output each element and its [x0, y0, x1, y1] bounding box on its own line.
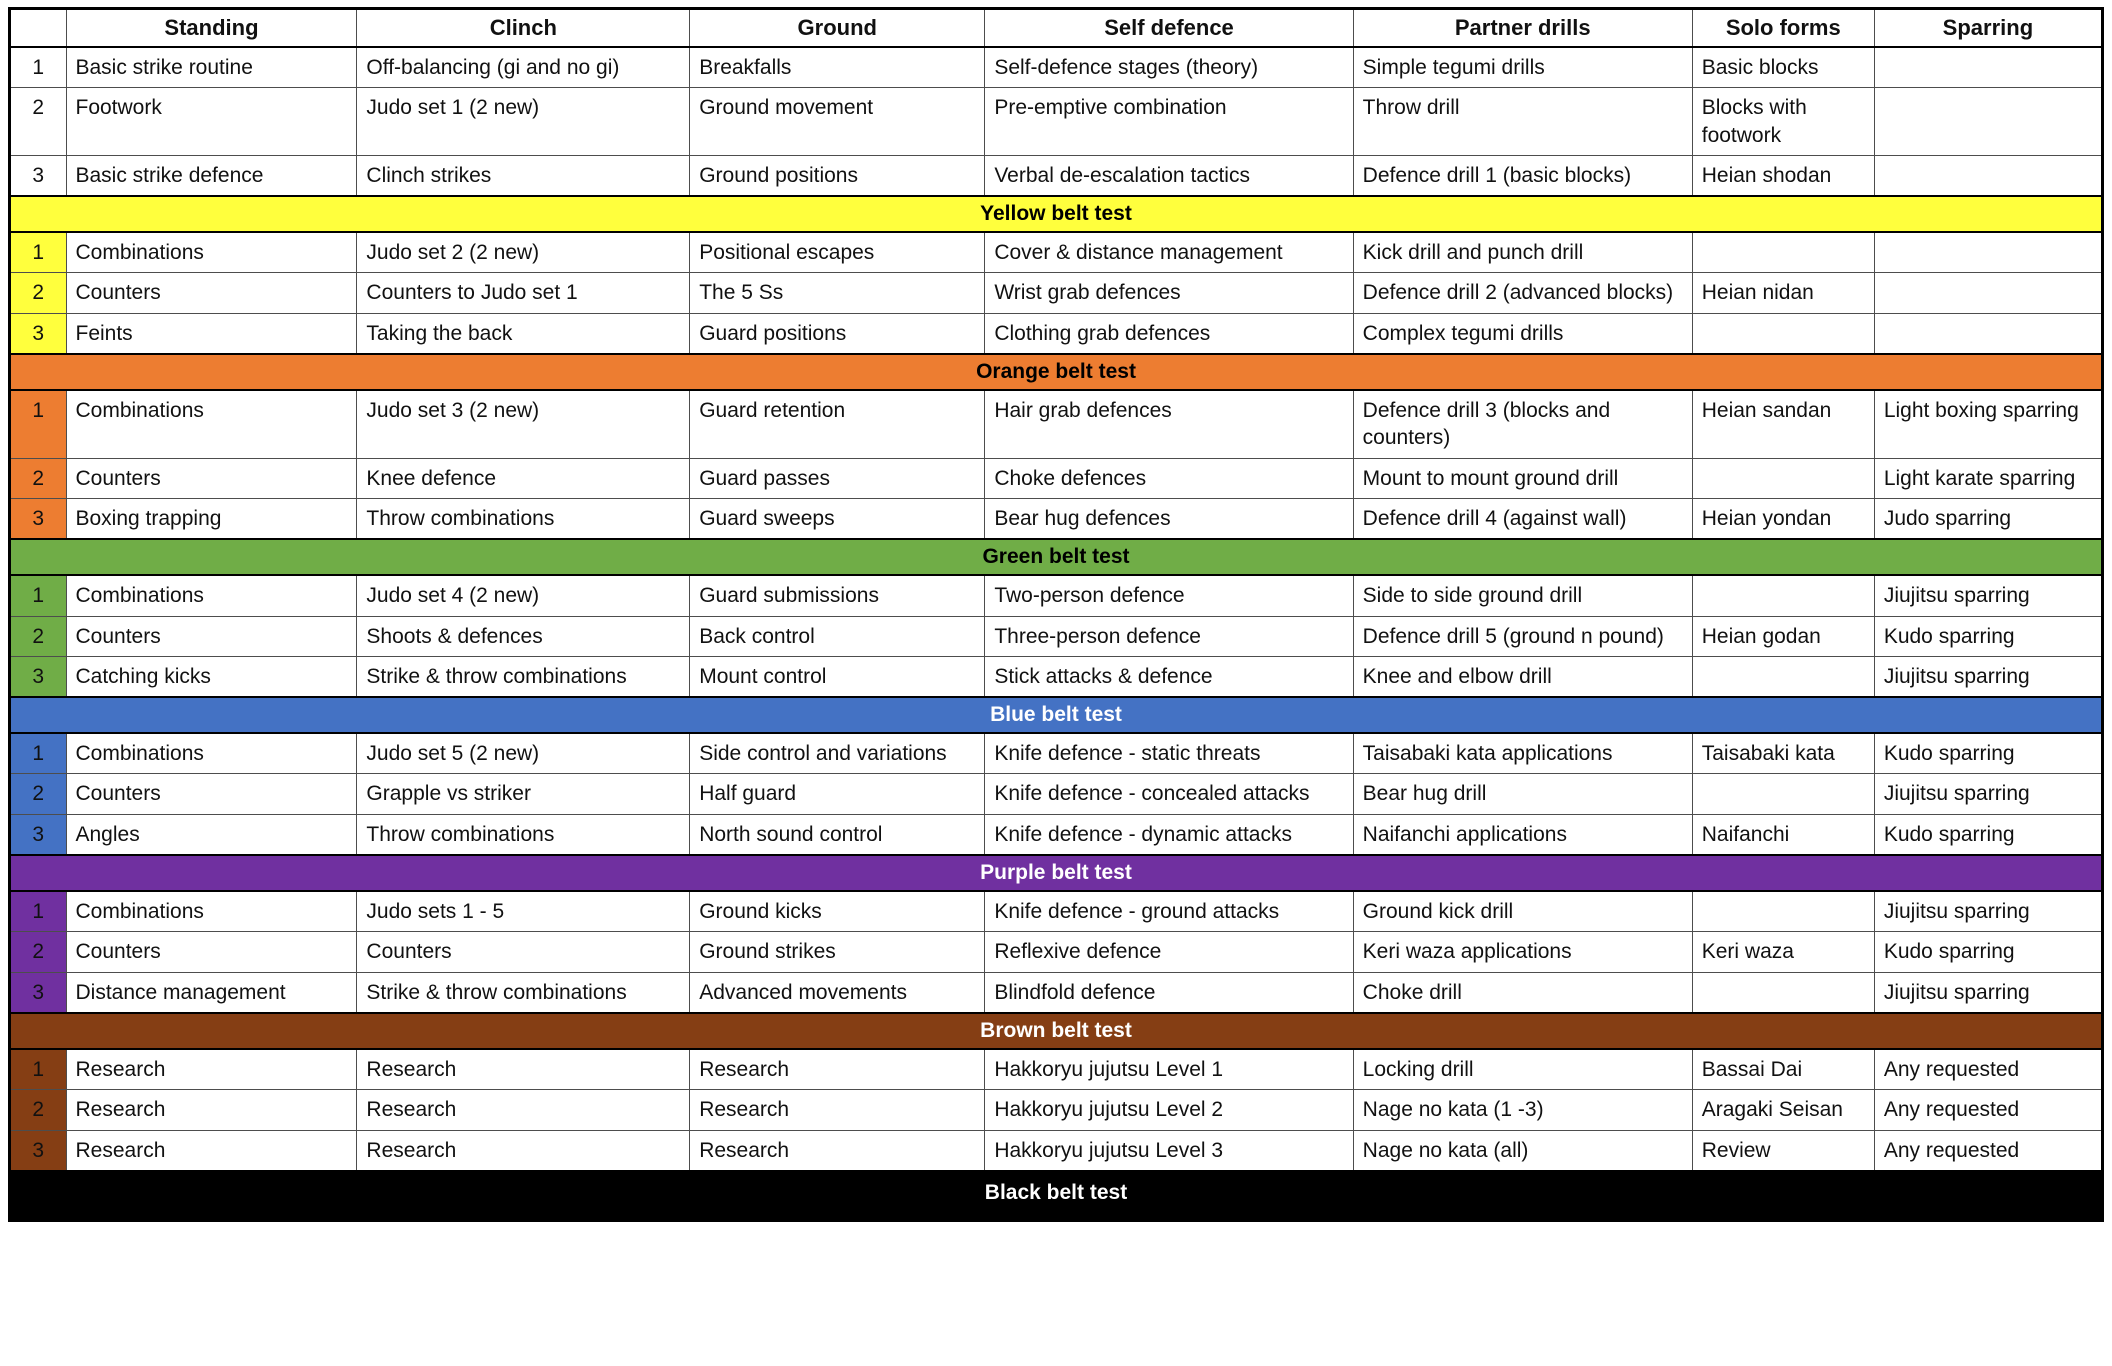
cell-green-2-col1: Counters — [66, 616, 357, 656]
cell-brown-3-col6: Review — [1692, 1130, 1874, 1171]
yellow-belt-banner: Yellow belt test — [10, 196, 2103, 232]
brown-belt-banner: Brown belt test — [10, 1013, 2103, 1049]
cell-blue-2-col7: Jiujitsu sparring — [1874, 774, 2102, 814]
brown-row-number: 2 — [10, 1090, 67, 1130]
cell-blue-3-col7: Kudo sparring — [1874, 814, 2102, 855]
cell-purple-1-col3: Ground kicks — [690, 891, 985, 932]
cell-white-1-col2: Off-balancing (gi and no gi) — [357, 47, 690, 88]
cell-white-1-col1: Basic strike routine — [66, 47, 357, 88]
cell-purple-1-col2: Judo sets 1 - 5 — [357, 891, 690, 932]
column-header-number — [10, 9, 67, 48]
cell-purple-2-col7: Kudo sparring — [1874, 932, 2102, 972]
cell-blue-2-col4: Knife defence - concealed attacks — [985, 774, 1353, 814]
black-belt-banner: Black belt test — [10, 1171, 2103, 1221]
cell-purple-1-col6 — [1692, 891, 1874, 932]
cell-brown-1-col2: Research — [357, 1049, 690, 1090]
cell-yellow-2-col2: Counters to Judo set 1 — [357, 273, 690, 313]
cell-yellow-3-col7 — [1874, 313, 2102, 354]
cell-green-1-col4: Two-person defence — [985, 575, 1353, 616]
column-header-ground: Ground — [690, 9, 985, 48]
cell-orange-2-col4: Choke defences — [985, 458, 1353, 498]
cell-blue-2-col2: Grapple vs striker — [357, 774, 690, 814]
column-header-partner-drills: Partner drills — [1353, 9, 1692, 48]
cell-yellow-1-col2: Judo set 2 (2 new) — [357, 232, 690, 273]
cell-orange-3-col6: Heian yondan — [1692, 498, 1874, 539]
cell-brown-2-col3: Research — [690, 1090, 985, 1130]
blue-row-1 — [10, 733, 2103, 774]
purple-row-2 — [10, 932, 2103, 972]
cell-white-2-col5: Throw drill — [1353, 88, 1692, 156]
yellow-row-number: 2 — [10, 273, 67, 313]
white-row-2 — [10, 88, 2103, 156]
cell-white-3-col4: Verbal de-escalation tactics — [985, 155, 1353, 196]
cell-blue-3-col1: Angles — [66, 814, 357, 855]
blue-row-2 — [10, 774, 2103, 814]
cell-green-2-col2: Shoots & defences — [357, 616, 690, 656]
yellow-row-2 — [10, 273, 2103, 313]
cell-white-3-col5: Defence drill 1 (basic blocks) — [1353, 155, 1692, 196]
orange-row-2 — [10, 458, 2103, 498]
cell-purple-3-col4: Blindfold defence — [985, 972, 1353, 1013]
cell-blue-1-col4: Knife defence - static threats — [985, 733, 1353, 774]
cell-white-2-col2: Judo set 1 (2 new) — [357, 88, 690, 156]
cell-yellow-1-col5: Kick drill and punch drill — [1353, 232, 1692, 273]
cell-yellow-1-col1: Combinations — [66, 232, 357, 273]
cell-brown-3-col3: Research — [690, 1130, 985, 1171]
cell-blue-3-col3: North sound control — [690, 814, 985, 855]
cell-yellow-1-col7 — [1874, 232, 2102, 273]
cell-yellow-2-col4: Wrist grab defences — [985, 273, 1353, 313]
cell-white-1-col7 — [1874, 47, 2102, 88]
cell-white-3-col6: Heian shodan — [1692, 155, 1874, 196]
cell-purple-2-col3: Ground strikes — [690, 932, 985, 972]
cell-blue-1-col1: Combinations — [66, 733, 357, 774]
blue-row-number: 1 — [10, 733, 67, 774]
cell-purple-3-col1: Distance management — [66, 972, 357, 1013]
purple-row-number: 1 — [10, 891, 67, 932]
cell-blue-2-col5: Bear hug drill — [1353, 774, 1692, 814]
column-header-sparring: Sparring — [1874, 9, 2102, 48]
cell-purple-3-col6 — [1692, 972, 1874, 1013]
cell-purple-3-col2: Strike & throw combinations — [357, 972, 690, 1013]
cell-purple-2-col4: Reflexive defence — [985, 932, 1353, 972]
purple-row-3 — [10, 972, 2103, 1013]
brown-belt-banner-row — [10, 1013, 2103, 1049]
cell-white-1-col5: Simple tegumi drills — [1353, 47, 1692, 88]
cell-orange-1-col7: Light boxing sparring — [1874, 390, 2102, 458]
cell-yellow-2-col7 — [1874, 273, 2102, 313]
cell-orange-1-col5: Defence drill 3 (blocks and counters) — [1353, 390, 1692, 458]
blue-row-3 — [10, 814, 2103, 855]
cell-blue-2-col3: Half guard — [690, 774, 985, 814]
cell-brown-3-col7: Any requested — [1874, 1130, 2102, 1171]
cell-white-3-col1: Basic strike defence — [66, 155, 357, 196]
orange-row-1 — [10, 390, 2103, 458]
cell-white-2-col7 — [1874, 88, 2102, 156]
cell-orange-2-col6 — [1692, 458, 1874, 498]
purple-row-number: 3 — [10, 972, 67, 1013]
cell-orange-3-col5: Defence drill 4 (against wall) — [1353, 498, 1692, 539]
orange-row-number: 2 — [10, 458, 67, 498]
blue-row-number: 2 — [10, 774, 67, 814]
brown-row-number: 3 — [10, 1130, 67, 1171]
cell-yellow-2-col1: Counters — [66, 273, 357, 313]
cell-blue-3-col6: Naifanchi — [1692, 814, 1874, 855]
cell-yellow-2-col6: Heian nidan — [1692, 273, 1874, 313]
cell-green-2-col3: Back control — [690, 616, 985, 656]
cell-purple-1-col5: Ground kick drill — [1353, 891, 1692, 932]
cell-white-2-col1: Footwork — [66, 88, 357, 156]
column-header-standing: Standing — [66, 9, 357, 48]
cell-blue-3-col5: Naifanchi applications — [1353, 814, 1692, 855]
cell-white-3-col7 — [1874, 155, 2102, 196]
brown-row-2 — [10, 1090, 2103, 1130]
cell-brown-1-col3: Research — [690, 1049, 985, 1090]
orange-row-3 — [10, 498, 2103, 539]
cell-orange-2-col2: Knee defence — [357, 458, 690, 498]
white-row-number: 3 — [10, 155, 67, 196]
cell-blue-3-col2: Throw combinations — [357, 814, 690, 855]
cell-brown-2-col2: Research — [357, 1090, 690, 1130]
cell-green-3-col2: Strike & throw combinations — [357, 656, 690, 697]
column-header-solo-forms: Solo forms — [1692, 9, 1874, 48]
cell-white-3-col2: Clinch strikes — [357, 155, 690, 196]
cell-green-1-col1: Combinations — [66, 575, 357, 616]
cell-orange-1-col2: Judo set 3 (2 new) — [357, 390, 690, 458]
brown-row-1 — [10, 1049, 2103, 1090]
cell-white-1-col6: Basic blocks — [1692, 47, 1874, 88]
green-row-number: 1 — [10, 575, 67, 616]
white-row-3 — [10, 155, 2103, 196]
cell-orange-2-col3: Guard passes — [690, 458, 985, 498]
cell-yellow-3-col1: Feints — [66, 313, 357, 354]
green-row-1 — [10, 575, 2103, 616]
cell-white-2-col3: Ground movement — [690, 88, 985, 156]
purple-row-number: 2 — [10, 932, 67, 972]
cell-orange-2-col7: Light karate sparring — [1874, 458, 2102, 498]
blue-belt-banner-row — [10, 697, 2103, 733]
cell-orange-2-col1: Counters — [66, 458, 357, 498]
cell-brown-3-col4: Hakkoryu jujutsu Level 3 — [985, 1130, 1353, 1171]
cell-purple-1-col7: Jiujitsu sparring — [1874, 891, 2102, 932]
cell-green-2-col6: Heian godan — [1692, 616, 1874, 656]
cell-orange-1-col1: Combinations — [66, 390, 357, 458]
yellow-row-number: 3 — [10, 313, 67, 354]
cell-purple-2-col6: Keri waza — [1692, 932, 1874, 972]
column-header-clinch: Clinch — [357, 9, 690, 48]
cell-purple-3-col5: Choke drill — [1353, 972, 1692, 1013]
cell-yellow-3-col2: Taking the back — [357, 313, 690, 354]
cell-blue-1-col6: Taisabaki kata — [1692, 733, 1874, 774]
cell-purple-2-col1: Counters — [66, 932, 357, 972]
cell-blue-3-col4: Knife defence - dynamic attacks — [985, 814, 1353, 855]
purple-belt-banner-row — [10, 855, 2103, 891]
cell-brown-1-col1: Research — [66, 1049, 357, 1090]
cell-green-3-col4: Stick attacks & defence — [985, 656, 1353, 697]
cell-orange-3-col3: Guard sweeps — [690, 498, 985, 539]
cell-green-1-col2: Judo set 4 (2 new) — [357, 575, 690, 616]
yellow-belt-banner-row — [10, 196, 2103, 232]
cell-white-2-col4: Pre-emptive combination — [985, 88, 1353, 156]
yellow-row-number: 1 — [10, 232, 67, 273]
cell-purple-1-col4: Knife defence - ground attacks — [985, 891, 1353, 932]
yellow-row-3 — [10, 313, 2103, 354]
green-belt-banner-row — [10, 539, 2103, 575]
table-header-row — [10, 9, 2103, 48]
green-row-number: 3 — [10, 656, 67, 697]
purple-belt-banner: Purple belt test — [10, 855, 2103, 891]
cell-yellow-3-col4: Clothing grab defences — [985, 313, 1353, 354]
cell-yellow-3-col5: Complex tegumi drills — [1353, 313, 1692, 354]
cell-orange-3-col4: Bear hug defences — [985, 498, 1353, 539]
orange-belt-banner-row — [10, 354, 2103, 390]
cell-brown-1-col7: Any requested — [1874, 1049, 2102, 1090]
cell-green-3-col3: Mount control — [690, 656, 985, 697]
cell-yellow-2-col5: Defence drill 2 (advanced blocks) — [1353, 273, 1692, 313]
cell-green-1-col7: Jiujitsu sparring — [1874, 575, 2102, 616]
cell-white-1-col4: Self-defence stages (theory) — [985, 47, 1353, 88]
cell-green-3-col6 — [1692, 656, 1874, 697]
cell-brown-3-col2: Research — [357, 1130, 690, 1171]
cell-green-3-col1: Catching kicks — [66, 656, 357, 697]
cell-brown-2-col4: Hakkoryu jujutsu Level 2 — [985, 1090, 1353, 1130]
cell-blue-1-col3: Side control and variations — [690, 733, 985, 774]
cell-brown-2-col7: Any requested — [1874, 1090, 2102, 1130]
cell-green-3-col5: Knee and elbow drill — [1353, 656, 1692, 697]
cell-brown-1-col5: Locking drill — [1353, 1049, 1692, 1090]
table-header — [10, 9, 2103, 48]
cell-blue-2-col6 — [1692, 774, 1874, 814]
cell-green-1-col6 — [1692, 575, 1874, 616]
white-row-number: 1 — [10, 47, 67, 88]
cell-purple-2-col2: Counters — [357, 932, 690, 972]
cell-brown-2-col5: Nage no kata (1 -3) — [1353, 1090, 1692, 1130]
brown-row-3 — [10, 1130, 2103, 1171]
cell-orange-2-col5: Mount to mount ground drill — [1353, 458, 1692, 498]
cell-brown-3-col5: Nage no kata (all) — [1353, 1130, 1692, 1171]
cell-blue-1-col7: Kudo sparring — [1874, 733, 2102, 774]
brown-row-number: 1 — [10, 1049, 67, 1090]
orange-belt-banner: Orange belt test — [10, 354, 2103, 390]
black-belt-banner-row — [10, 1171, 2103, 1221]
cell-orange-3-col7: Judo sparring — [1874, 498, 2102, 539]
cell-brown-2-col6: Aragaki Seisan — [1692, 1090, 1874, 1130]
yellow-row-1 — [10, 232, 2103, 273]
orange-row-number: 1 — [10, 390, 67, 458]
cell-yellow-3-col6 — [1692, 313, 1874, 354]
cell-white-1-col3: Breakfalls — [690, 47, 985, 88]
cell-green-2-col5: Defence drill 5 (ground n pound) — [1353, 616, 1692, 656]
purple-row-1 — [10, 891, 2103, 932]
blue-belt-banner: Blue belt test — [10, 697, 2103, 733]
cell-green-1-col3: Guard submissions — [690, 575, 985, 616]
cell-white-3-col3: Ground positions — [690, 155, 985, 196]
cell-yellow-2-col3: The 5 Ss — [690, 273, 985, 313]
green-row-number: 2 — [10, 616, 67, 656]
white-row-number: 2 — [10, 88, 67, 156]
cell-yellow-1-col4: Cover & distance management — [985, 232, 1353, 273]
cell-green-2-col4: Three-person defence — [985, 616, 1353, 656]
cell-purple-3-col7: Jiujitsu sparring — [1874, 972, 2102, 1013]
cell-orange-3-col1: Boxing trapping — [66, 498, 357, 539]
cell-yellow-1-col3: Positional escapes — [690, 232, 985, 273]
column-header-self-defence: Self defence — [985, 9, 1353, 48]
green-row-3 — [10, 656, 2103, 697]
green-belt-banner: Green belt test — [10, 539, 2103, 575]
cell-orange-1-col4: Hair grab defences — [985, 390, 1353, 458]
white-row-1 — [10, 47, 2103, 88]
cell-green-3-col7: Jiujitsu sparring — [1874, 656, 2102, 697]
belt-curriculum-table — [8, 7, 2104, 1222]
cell-blue-1-col5: Taisabaki kata applications — [1353, 733, 1692, 774]
cell-orange-3-col2: Throw combinations — [357, 498, 690, 539]
cell-brown-2-col1: Research — [66, 1090, 357, 1130]
table-body — [10, 47, 2103, 1220]
cell-blue-1-col2: Judo set 5 (2 new) — [357, 733, 690, 774]
cell-purple-1-col1: Combinations — [66, 891, 357, 932]
cell-blue-2-col1: Counters — [66, 774, 357, 814]
orange-row-number: 3 — [10, 498, 67, 539]
blue-row-number: 3 — [10, 814, 67, 855]
cell-green-1-col5: Side to side ground drill — [1353, 575, 1692, 616]
green-row-2 — [10, 616, 2103, 656]
cell-purple-3-col3: Advanced movements — [690, 972, 985, 1013]
cell-brown-3-col1: Research — [66, 1130, 357, 1171]
cell-purple-2-col5: Keri waza applications — [1353, 932, 1692, 972]
cell-green-2-col7: Kudo sparring — [1874, 616, 2102, 656]
cell-brown-1-col6: Bassai Dai — [1692, 1049, 1874, 1090]
cell-orange-1-col6: Heian sandan — [1692, 390, 1874, 458]
cell-white-2-col6: Blocks with footwork — [1692, 88, 1874, 156]
cell-brown-1-col4: Hakkoryu jujutsu Level 1 — [985, 1049, 1353, 1090]
cell-orange-1-col3: Guard retention — [690, 390, 985, 458]
cell-yellow-3-col3: Guard positions — [690, 313, 985, 354]
cell-yellow-1-col6 — [1692, 232, 1874, 273]
